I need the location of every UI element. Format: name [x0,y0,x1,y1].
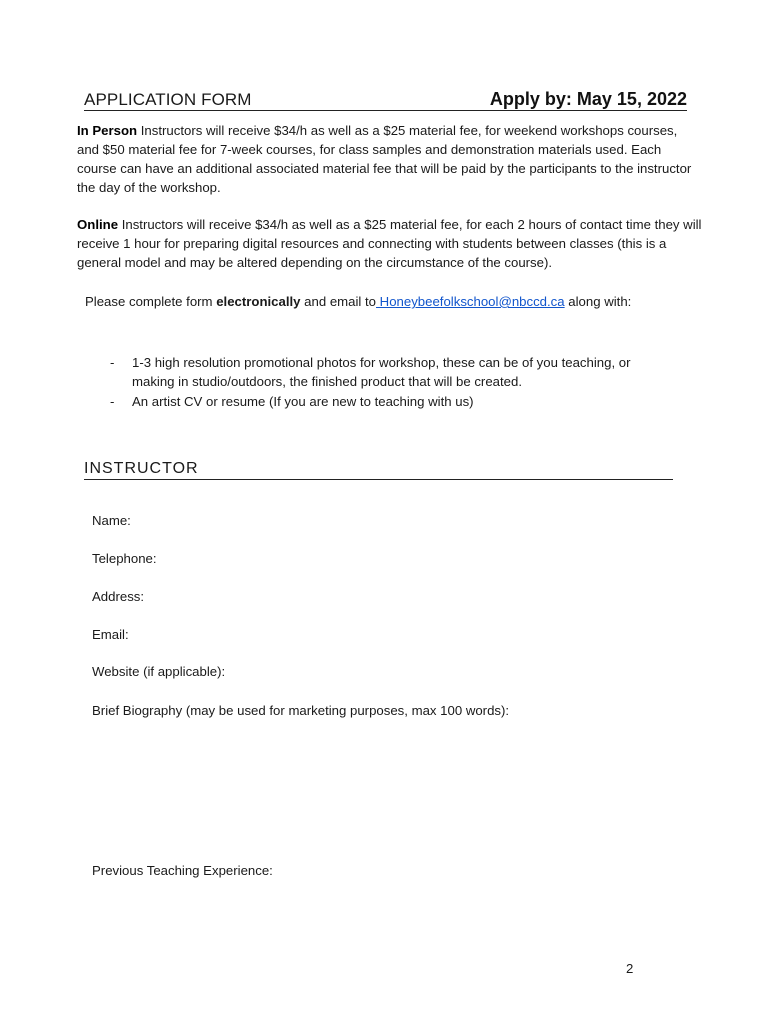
bullet-dash: - [110,394,115,409]
in-person-text: Instructors will receive $34/h as well as a $25 material fee, for weekend workshops courses, and $50 material fee for 7-week courses, for class samples and demonstration materials used. Each course can have an additional associated material fee that will be paid by the participants to the instructor the day of the workshop. [77,123,692,195]
instructions-prefix: Please complete form [85,294,217,309]
form-header [84,90,687,111]
instructor-section-header [84,460,673,480]
bullet-dash: - [110,355,115,370]
online-text: Instructors will receive $34/h as well as a $25 material fee, for each 2 hours of contact time they will receive 1 hour for preparing digital resources and connecting with students between classes (this is a general model and may be altered depending on the circumstance of the course). [77,217,702,270]
biography-field-label[interactable]: Brief Biography (may be used for marketing purposes, max 100 words): [92,703,510,718]
requirement-text: 1-3 high resolution promotional photos for workshop, these can be of you teaching, or making in studio/outdoors, the finished product that will be created. [132,355,631,389]
section-title: INSTRUCTOR [84,460,199,477]
form-title: APPLICATION FORM [84,90,252,109]
requirements-list [106,353,676,412]
email-field-label[interactable]: Email: [92,627,129,642]
instructions-suffix: along with: [564,294,632,309]
page-number: 2 [626,961,634,976]
in-person-label: In Person [77,123,138,138]
previous-experience-field-label[interactable]: Previous Teaching Experience: [92,863,273,878]
email-link[interactable]: Honeybeefolkschool@nbccd.ca [376,294,565,309]
list-item [106,353,676,391]
website-field-label[interactable]: Website (if applicable): [92,664,226,679]
telephone-field-label[interactable]: Telephone: [92,551,157,566]
online-paragraph [77,215,702,272]
in-person-paragraph [77,121,702,197]
online-label: Online [77,217,119,232]
list-item [106,392,676,411]
requirement-text: An artist CV or resume (If you are new to teaching with us) [132,394,474,409]
submission-instructions [85,292,631,311]
instructions-middle: and email to [300,294,377,309]
name-field-label[interactable]: Name: [92,513,131,528]
address-field-label[interactable]: Address: [92,589,145,604]
instructions-emphasis: electronically [216,294,301,309]
apply-by-deadline: Apply by: May 15, 2022 [489,89,687,109]
